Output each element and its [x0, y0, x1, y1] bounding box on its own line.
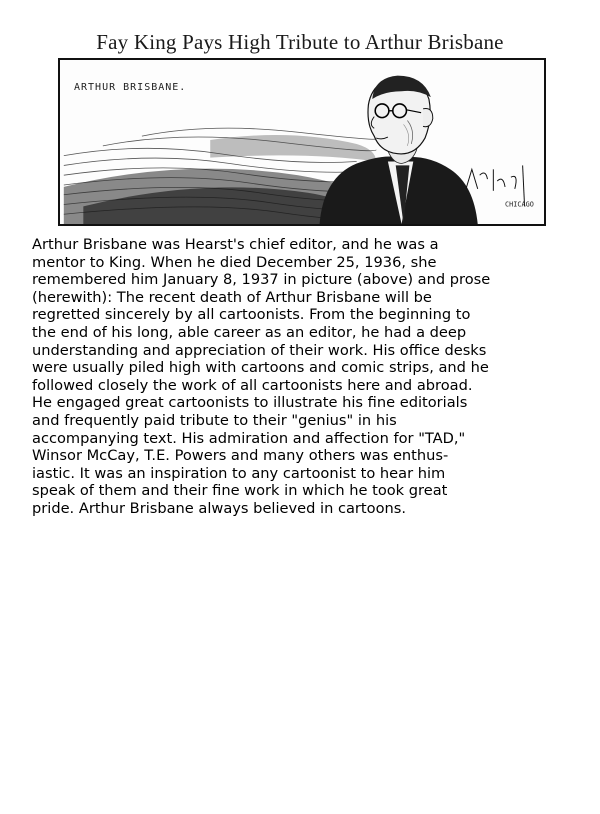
- article-line: understanding and appreciation of their work. His office desks: [32, 341, 487, 359]
- article-line: He engaged great cartoonists to illustrate his fine editorials: [32, 394, 468, 412]
- svg-text:CHICAGO: CHICAGO: [505, 200, 534, 209]
- article-line: the end of his long, able career as an editor, he had a deep: [32, 323, 467, 341]
- article-line: and frequently paid tribute to their "genius" in his: [32, 411, 397, 429]
- headline: Fay King Pays High Tribute to Arthur Brisbane: [96, 30, 504, 54]
- article-line: pride. Arthur Brisbane always believed in cartoons.: [32, 499, 407, 517]
- cartoon-illustration: [58, 58, 546, 226]
- article-line: remembered him January 8, 1937 in picture (above) and prose: [32, 271, 491, 289]
- article-line: accompanying text. His admiration and affection for "TAD,": [32, 429, 466, 447]
- article-line: regretted sincerely by all cartoonists. From the beginning to: [32, 306, 471, 324]
- article-line: Arthur Brisbane was Hearst's chief editor, and he was a: [32, 236, 439, 253]
- article-line: followed closely the work of all cartoonists here and abroad.: [32, 376, 473, 394]
- article-line: iastic. It was an inspiration to any cartoonist to hear him: [32, 464, 446, 482]
- article-line: mentor to King. When he died December 25, 1936, she: [32, 253, 437, 271]
- article-body: [32, 236, 572, 518]
- article-line: were usually piled high with cartoons and comic strips, and he: [32, 359, 489, 377]
- article-line: (herewith): The recent death of Arthur Brisbane will be: [32, 288, 432, 306]
- article-line: Winsor McCay, T.E. Powers and many others was enthus-: [32, 447, 449, 465]
- article-line: speak of them and their fine work in which he took great: [32, 482, 448, 500]
- cartoon-caption-label: ARTHUR BRISBANE.: [74, 82, 187, 93]
